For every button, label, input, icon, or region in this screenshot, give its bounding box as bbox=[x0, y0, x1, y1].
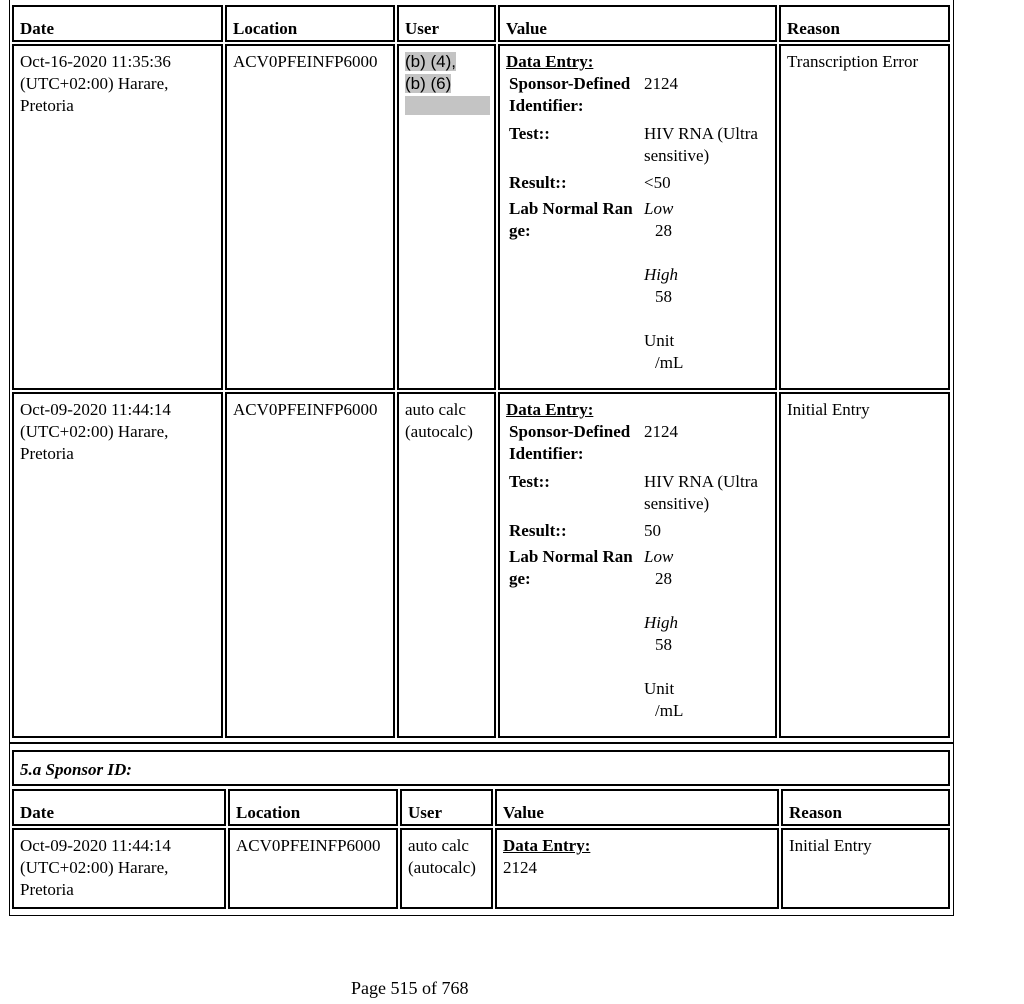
range-low-label: Low bbox=[644, 199, 674, 218]
table-row-2-date: Oct-09-2020 11:44:14 (UTC+02:00) Harare, Pretoria bbox=[12, 392, 223, 738]
section-row-date: Oct-09-2020 11:44:14 (UTC+02:00) Harare, Pretoria bbox=[12, 828, 226, 909]
redaction-bar bbox=[405, 96, 490, 115]
data-entry-title: Data Entry: bbox=[506, 52, 594, 71]
test-pair bbox=[506, 123, 769, 172]
result-label: Result:: bbox=[509, 173, 567, 192]
section-row-value bbox=[495, 828, 779, 909]
section-header-date: Date bbox=[12, 789, 226, 826]
table-row-1-reason: Transcription Error bbox=[779, 44, 950, 390]
redacted-user-text-2: (b) (6) bbox=[405, 74, 452, 93]
range-low-value: 28 bbox=[655, 569, 672, 588]
range-high-value: 58 bbox=[655, 287, 672, 306]
range-unit-label: Unit bbox=[644, 331, 675, 350]
range-unit-value: /mL bbox=[655, 353, 684, 372]
sponsor-identifier-label: Sponsor-Defined Identifier: bbox=[509, 74, 631, 115]
column-header-location: Location bbox=[225, 5, 395, 42]
lab-normal-range-label: Lab Normal Range: bbox=[509, 199, 633, 240]
sponsor-identifier-value: 2124 bbox=[644, 422, 678, 441]
sponsor-identifier-label: Sponsor-Defined Identifier: bbox=[509, 422, 631, 463]
result-value: 50 bbox=[644, 521, 661, 540]
page-number: Page 515 of 768 bbox=[351, 978, 469, 998]
result-pair bbox=[506, 520, 769, 546]
data-entry-title: Data Entry: bbox=[503, 836, 591, 855]
range-high-value: 58 bbox=[655, 635, 672, 654]
range-low-label: Low bbox=[644, 547, 674, 566]
data-entry-title: Data Entry: bbox=[506, 400, 594, 419]
test-label: Test:: bbox=[509, 124, 550, 143]
section-row-reason: Initial Entry bbox=[781, 828, 950, 909]
table-row-1-date: Oct-16-2020 11:35:36 (UTC+02:00) Harare, Pretoria bbox=[12, 44, 223, 390]
table-row-2-value bbox=[498, 392, 777, 738]
section-row-location: ACV0PFEINFP6000 bbox=[228, 828, 398, 909]
range-low-value: 28 bbox=[655, 221, 672, 240]
range-unit-label: Unit bbox=[644, 679, 675, 698]
section-header-reason: Reason bbox=[781, 789, 950, 826]
column-header-user: User bbox=[397, 5, 496, 42]
table-row-1-user bbox=[397, 44, 496, 390]
section-header-value: Value bbox=[495, 789, 779, 826]
table-divider bbox=[9, 742, 954, 744]
sponsor-identifier-pair bbox=[506, 421, 769, 471]
test-label: Test:: bbox=[509, 472, 550, 491]
lab-normal-range-value bbox=[644, 546, 683, 722]
table-row-2-user: auto calc (autocalc) bbox=[397, 392, 496, 738]
table-row-2-location: ACV0PFEINFP6000 bbox=[225, 392, 395, 738]
column-header-value: Value bbox=[498, 5, 777, 42]
range-unit-value: /mL bbox=[655, 701, 684, 720]
test-value: HIV RNA (Ultra sensitive) bbox=[644, 124, 758, 165]
lab-normal-range-label: Lab Normal Range: bbox=[509, 547, 633, 588]
sponsor-identifier-pair bbox=[506, 73, 769, 123]
range-high-label: High bbox=[644, 265, 678, 284]
lab-normal-range-pair bbox=[506, 546, 769, 720]
section-header-user: User bbox=[400, 789, 493, 826]
lab-normal-range-pair bbox=[506, 198, 769, 372]
table-row-1-value bbox=[498, 44, 777, 390]
section-row-user: auto calc (autocalc) bbox=[400, 828, 493, 909]
column-header-reason: Reason bbox=[779, 5, 950, 42]
column-header-date: Date bbox=[12, 5, 223, 42]
test-value: HIV RNA (Ultra sensitive) bbox=[644, 472, 758, 513]
result-pair bbox=[506, 172, 769, 198]
result-value: <50 bbox=[644, 173, 671, 192]
table-row-2-reason: Initial Entry bbox=[779, 392, 950, 738]
section-header-location: Location bbox=[228, 789, 398, 826]
lab-normal-range-value bbox=[644, 198, 683, 374]
result-label: Result:: bbox=[509, 521, 567, 540]
test-pair bbox=[506, 471, 769, 520]
section-title-sponsor-id: 5.a Sponsor ID: bbox=[12, 750, 950, 786]
sponsor-id-value: 2124 bbox=[503, 858, 537, 877]
redacted-user-text-1: (b) (4), bbox=[405, 52, 456, 71]
sponsor-identifier-value: 2124 bbox=[644, 74, 678, 93]
range-high-label: High bbox=[644, 613, 678, 632]
table-row-1-location: ACV0PFEINFP6000 bbox=[225, 44, 395, 390]
